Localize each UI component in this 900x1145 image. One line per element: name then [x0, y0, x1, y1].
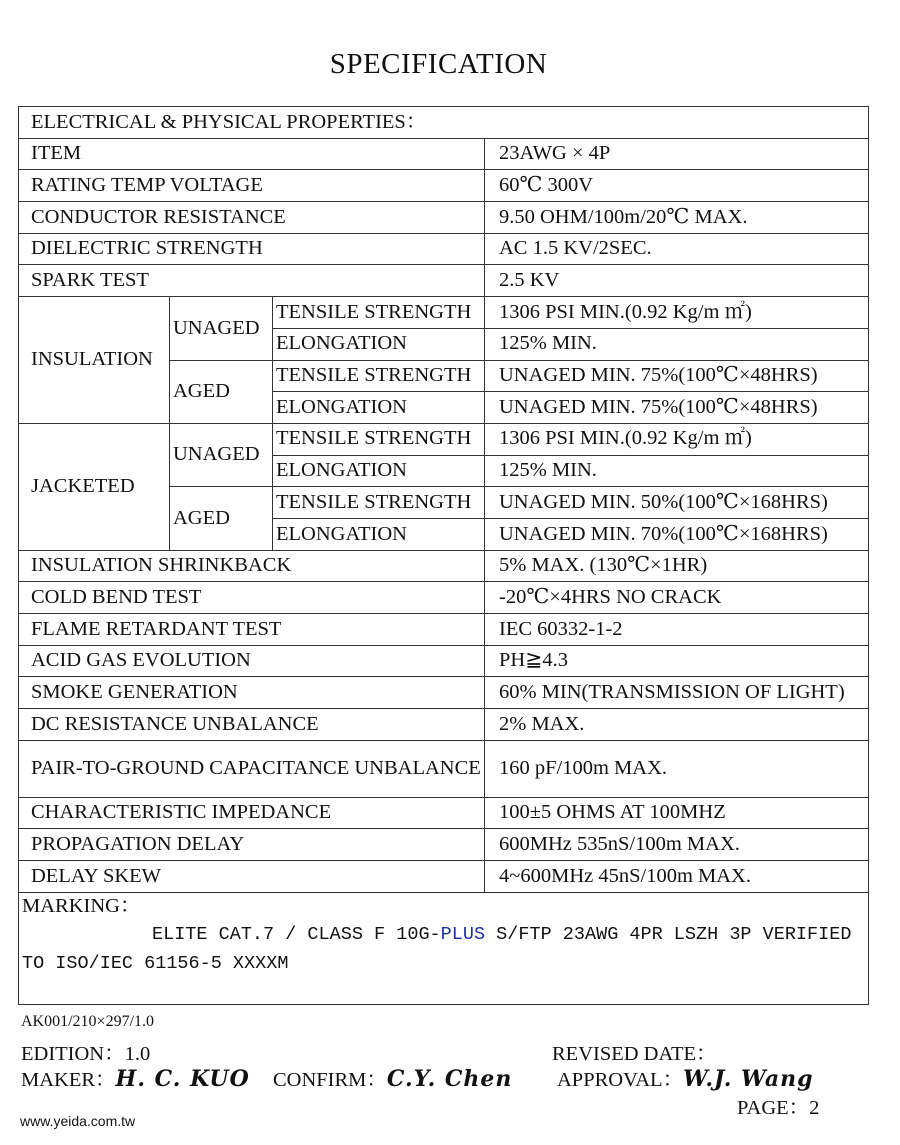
- table-row: [19, 709, 869, 741]
- table-row: [19, 892, 869, 1004]
- jacketed-unaged-elongation-value: 125% MIN.: [485, 455, 869, 487]
- item-value: 23AWG × 4P: [485, 138, 869, 170]
- table-row: [19, 138, 869, 170]
- page-title: SPECIFICATION: [329, 48, 548, 80]
- jacketed-aged-tensile-label: TENSILE STRENGTH: [273, 487, 485, 519]
- table-row: [19, 829, 869, 861]
- propagation-value: 600MHz 535nS/100m MAX.: [485, 829, 869, 861]
- ptg-capacitance-value: 160 pF/100m MAX.: [485, 740, 869, 797]
- insulation-unaged-label: UNAGED: [170, 297, 273, 360]
- cold-bend-value: -20℃×4HRS NO CRACK: [485, 582, 869, 614]
- doc-code: AK001/210×297/1.0: [21, 1013, 155, 1030]
- spark-value: 2.5 KV: [485, 265, 869, 297]
- shrinkback-label: INSULATION SHRINKBACK: [19, 550, 485, 582]
- approval-line: [557, 1062, 813, 1092]
- revised-date: REVISED DATE：: [552, 1043, 717, 1065]
- smoke-value: 60% MIN(TRANSMISSION OF LIGHT): [485, 677, 869, 709]
- dielectric-label: DIELECTRIC STRENGTH: [19, 233, 485, 265]
- maker-label: MAKER：: [21, 1069, 116, 1091]
- jacketed-label: JACKETED: [19, 423, 170, 550]
- table-row: [19, 861, 869, 893]
- dielectric-value: AC 1.5 KV/2SEC.: [485, 233, 869, 265]
- jacketed-unaged-tensile-value: 1306 PSI MIN.(0.92 Kg/m ㎡): [485, 423, 869, 455]
- table-row: [19, 550, 869, 582]
- conductor-label: CONDUCTOR RESISTANCE: [19, 202, 485, 234]
- impedance-value: 100±5 OHMS AT 100MHZ: [485, 797, 869, 829]
- marking-label: MARKING：: [22, 894, 141, 917]
- flame-value: IEC 60332-1-2: [485, 614, 869, 646]
- page-number: PAGE：2: [737, 1097, 820, 1119]
- website-link[interactable]: www.yeida.com.tw: [20, 1113, 136, 1129]
- shrinkback-value: 5% MAX. (130℃×1HR): [485, 550, 869, 582]
- jacketed-unaged-tensile-label: TENSILE STRENGTH: [273, 423, 485, 455]
- impedance-label: CHARACTERISTIC IMPEDANCE: [19, 797, 485, 829]
- flame-label: FLAME RETARDANT TEST: [19, 614, 485, 646]
- insulation-aged-tensile-value: UNAGED MIN. 75%(100℃×48HRS): [485, 360, 869, 392]
- jacketed-aged-label: AGED: [170, 487, 273, 550]
- insulation-aged-label: AGED: [170, 360, 273, 423]
- table-row: [19, 297, 869, 329]
- conductor-value: 9.50 OHM/100m/20℃ MAX.: [485, 202, 869, 234]
- insulation-unaged-elongation-label: ELONGATION: [273, 328, 485, 360]
- table-row: [19, 423, 869, 455]
- jacketed-aged-elongation-value: UNAGED MIN. 70%(100℃×168HRS): [485, 518, 869, 550]
- insulation-unaged-tensile-label: TENSILE STRENGTH: [273, 297, 485, 329]
- insulation-aged-elongation-label: ELONGATION: [273, 392, 485, 424]
- item-label: ITEM: [19, 138, 485, 170]
- table-row: [19, 797, 869, 829]
- skew-value: 4~600MHz 45nS/100m MAX.: [485, 861, 869, 893]
- ptg-capacitance-label: PAIR-TO-GROUND CAPACITANCE UNBALANCE: [19, 740, 485, 797]
- jacketed-unaged-label: UNAGED: [170, 423, 273, 486]
- jacketed-aged-elongation-label: ELONGATION: [273, 518, 485, 550]
- smoke-label: SMOKE GENERATION: [19, 677, 485, 709]
- edition: EDITION：1.0: [21, 1043, 151, 1065]
- cold-bend-label: COLD BEND TEST: [19, 582, 485, 614]
- marking-text: [22, 920, 868, 978]
- spec-table: [18, 106, 869, 1005]
- dc-unbalance-label: DC RESISTANCE UNBALANCE: [19, 709, 485, 741]
- table-row: [19, 170, 869, 202]
- table-row: [19, 202, 869, 234]
- table-row: [19, 677, 869, 709]
- rating-label: RATING TEMP VOLTAGE: [19, 170, 485, 202]
- insulation-aged-elongation-value: UNAGED MIN. 75%(100℃×48HRS): [485, 392, 869, 424]
- maker-signature: H. C. KUO: [115, 1066, 250, 1092]
- table-row: [19, 107, 869, 139]
- insulation-label: INSULATION: [19, 297, 170, 424]
- marking-text-highlight: PLUS: [440, 924, 486, 946]
- insulation-aged-tensile-label: TENSILE STRENGTH: [273, 360, 485, 392]
- propagation-label: PROPAGATION DELAY: [19, 829, 485, 861]
- table-row: [19, 614, 869, 646]
- jacketed-aged-tensile-value: UNAGED MIN. 50%(100℃×168HRS): [485, 487, 869, 519]
- dc-unbalance-value: 2% MAX.: [485, 709, 869, 741]
- section-header: ELECTRICAL & PHYSICAL PROPERTIES：: [19, 107, 869, 139]
- marking-cell: [19, 892, 869, 1004]
- rating-value: 60℃ 300V: [485, 170, 869, 202]
- maker-line: [21, 1062, 250, 1092]
- confirm-signature: C.Y. Chen: [386, 1066, 513, 1092]
- confirm-line: [273, 1062, 512, 1092]
- acid-label: ACID GAS EVOLUTION: [19, 645, 485, 677]
- marking-text-after: S/FTP 23AWG 4PR LSZH 3P VERIFIED TO ISO/IEC 61156-5 XXXXM: [22, 924, 852, 975]
- marking-text-before: ELITE CAT.7 / CLASS F 10G-: [152, 924, 441, 946]
- skew-label: DELAY SKEW: [19, 861, 485, 893]
- table-row: [19, 645, 869, 677]
- insulation-unaged-tensile-value: 1306 PSI MIN.(0.92 Kg/m ㎡): [485, 297, 869, 329]
- approval-signature: W.J. Wang: [683, 1066, 814, 1092]
- table-row: [19, 265, 869, 297]
- approval-label: APPROVAL：: [557, 1069, 684, 1091]
- table-row: [19, 582, 869, 614]
- insulation-unaged-elongation-value: 125% MIN.: [485, 328, 869, 360]
- acid-value: PH≧4.3: [485, 645, 869, 677]
- confirm-label: CONFIRM：: [273, 1069, 387, 1091]
- table-row: [19, 233, 869, 265]
- spark-label: SPARK TEST: [19, 265, 485, 297]
- table-row: [19, 740, 869, 797]
- jacketed-unaged-elongation-label: ELONGATION: [273, 455, 485, 487]
